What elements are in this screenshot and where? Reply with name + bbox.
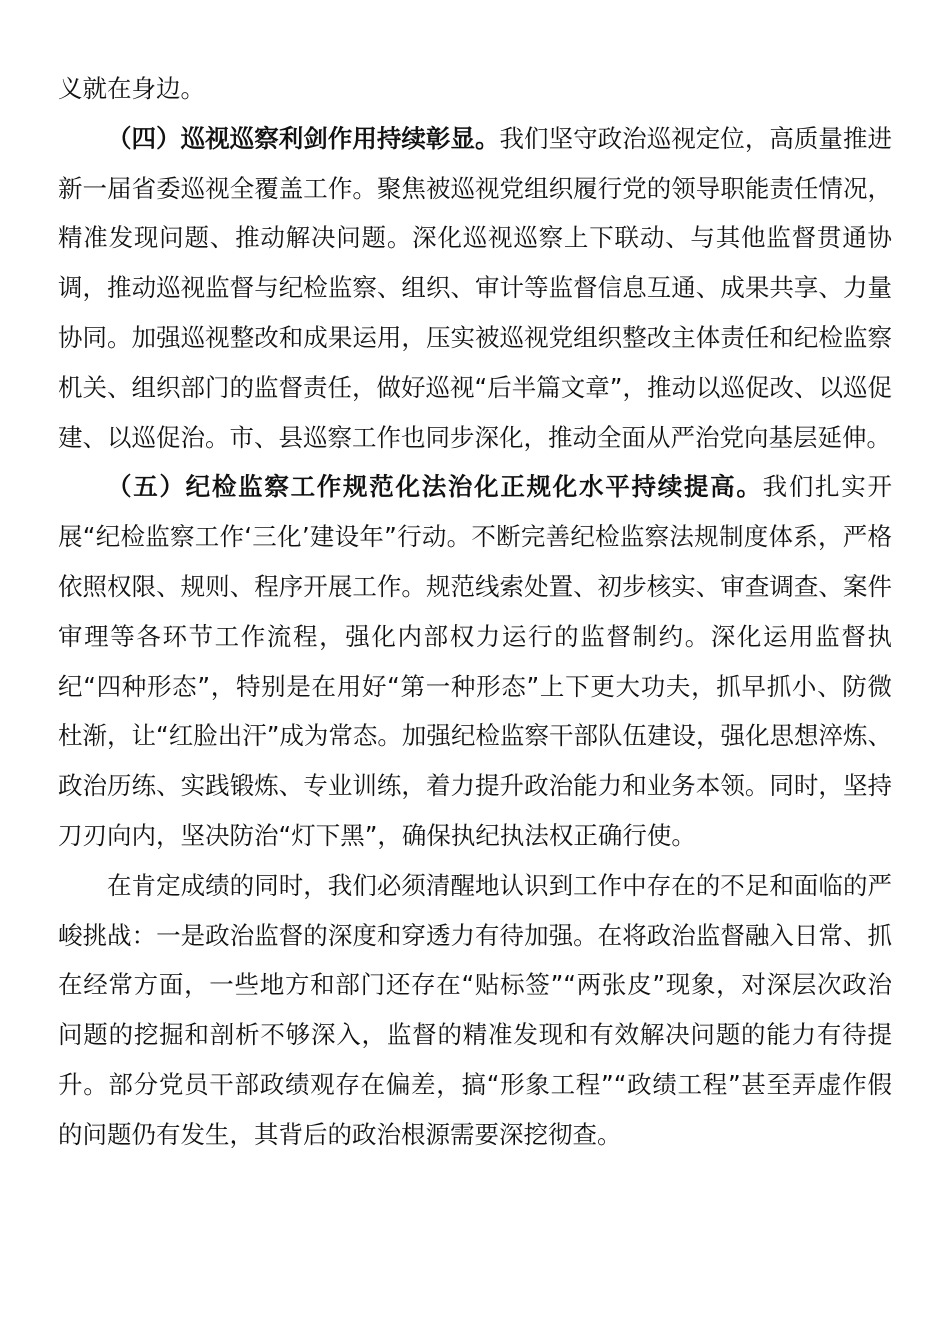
- paragraph-text: 在肯定成绩的同时，我们必须清醒地认识到工作中存在的不足和面临的严峻挑战：一是政治监督的深度和穿透力有待加强。在将政治监督融入日常、抓在经常方面，一些地方和部门还存在“贴标签”“两张皮”现象，对深层次政治问题的挖掘和剖析不够深入，监督的精准发现和有效解决问题的能力有待提升。部分党员干部政绩观存在偏差，搞“形象工程”“政绩工程”甚至弄虚作假的问题仍有发生，其背后的政治根源需要深挖彻查。: [58, 870, 892, 1149]
- paragraph-text: 义就在身边。: [58, 74, 205, 103]
- paragraph-continuation: [58, 64, 892, 114]
- paragraph-inspection: [58, 114, 892, 463]
- paragraph-heading: （五）纪检监察工作规范化法治化正规化水平持续提高。: [107, 472, 763, 502]
- paragraph-shortcomings: [58, 861, 892, 1160]
- document-page: [58, 64, 892, 1160]
- paragraph-text: 我们坚守政治巡视定位，高质量推进新一届省委巡视全覆盖工作。聚焦被巡视党组织履行党的领导职能责任情况，精准发现问题、推动解决问题。深化巡视巡察上下联动、与其他监督贯通协调，推动巡视监督与纪检监察、组织、审计等监督信息互通、成果共享、力量协同。加强巡视整改和成果运用，压实被巡视党组织整改主体责任和纪检监察机关、组织部门的监督责任，做好巡视“后半篇文章”，推动以巡促改、以巡促建、以巡促治。市、县巡察工作也同步深化，推动全面从严治党向基层延伸。: [58, 123, 892, 452]
- paragraph-heading: （四）巡视巡察利剑作用持续彰显。: [107, 123, 500, 153]
- paragraph-text: 我们扎实开展“纪检监察工作‘三化’建设年”行动。不断完善纪检监察法规制度体系，严格依照权限、规则、程序开展工作。规范线索处置、初步核实、审查调查、案件审理等各环节工作流程，强化内部权力运行的监督制约。深化运用监督执纪“四种形态”，特别是在用好“第一种形态”上下更大功夫，抓早抓小、防微杜渐，让“红脸出汗”成为常态。加强纪检监察干部队伍建设，强化思想淬炼、政治历练、实践锻炼、专业训练，着力提升政治能力和业务本领。同时，坚持刀刃向内，坚决防治“灯下黑”，确保执纪执法权正确行使。: [58, 472, 893, 850]
- paragraph-standardization: [58, 462, 892, 860]
